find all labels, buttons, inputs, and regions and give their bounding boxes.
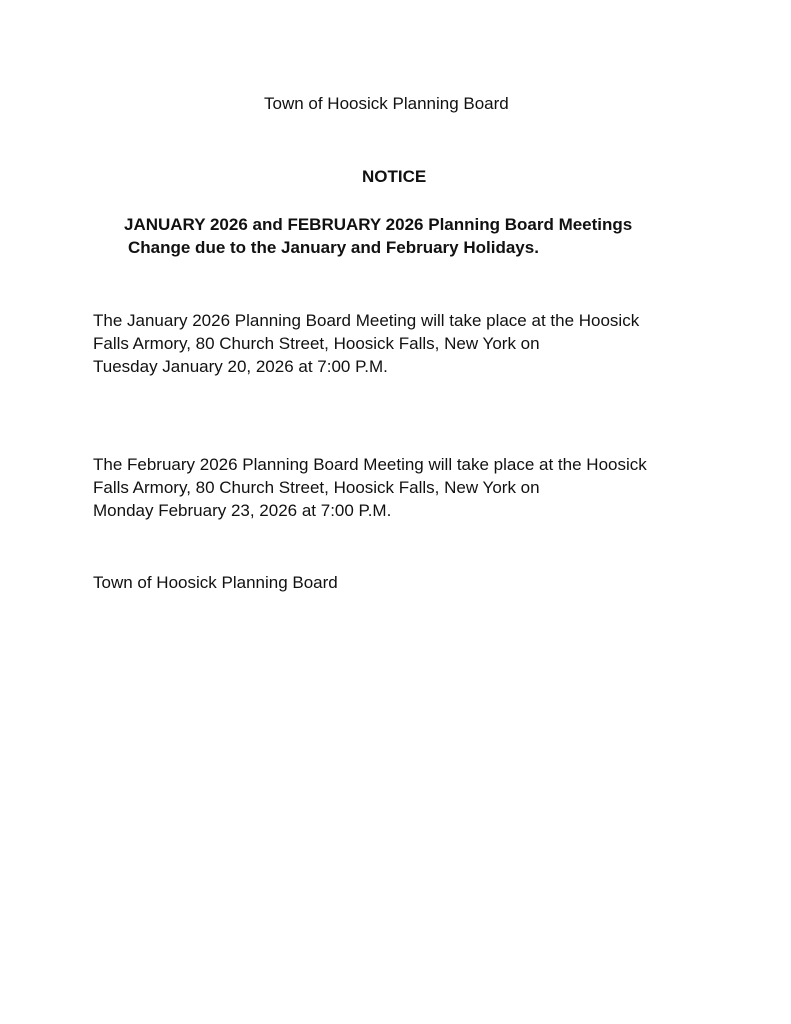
headline-line: JANUARY 2026 and FEBRUARY 2026 Planning Board Meetings: [124, 215, 633, 234]
paragraph-line: Monday February 23, 2026 at 7:00 P.M.: [93, 501, 392, 520]
paragraph-line: The February 2026 Planning Board Meeting will take place at the Hoosick: [93, 455, 647, 474]
headline-line: Change due to the January and February Holidays.: [128, 238, 539, 257]
paragraph-line: The January 2026 Planning Board Meeting will take place at the Hoosick: [93, 311, 640, 330]
signature-line: Town of Hoosick Planning Board: [93, 573, 338, 592]
paragraph-line: Tuesday January 20, 2026 at 7:00 P.M.: [93, 357, 388, 376]
paragraph-line: Falls Armory, 80 Church Street, Hoosick Falls, New York on: [93, 478, 540, 497]
organization-heading: Town of Hoosick Planning Board: [264, 94, 509, 113]
paragraph-line: Falls Armory, 80 Church Street, Hoosick Falls, New York on: [93, 334, 540, 353]
notice-title: NOTICE: [362, 167, 427, 186]
